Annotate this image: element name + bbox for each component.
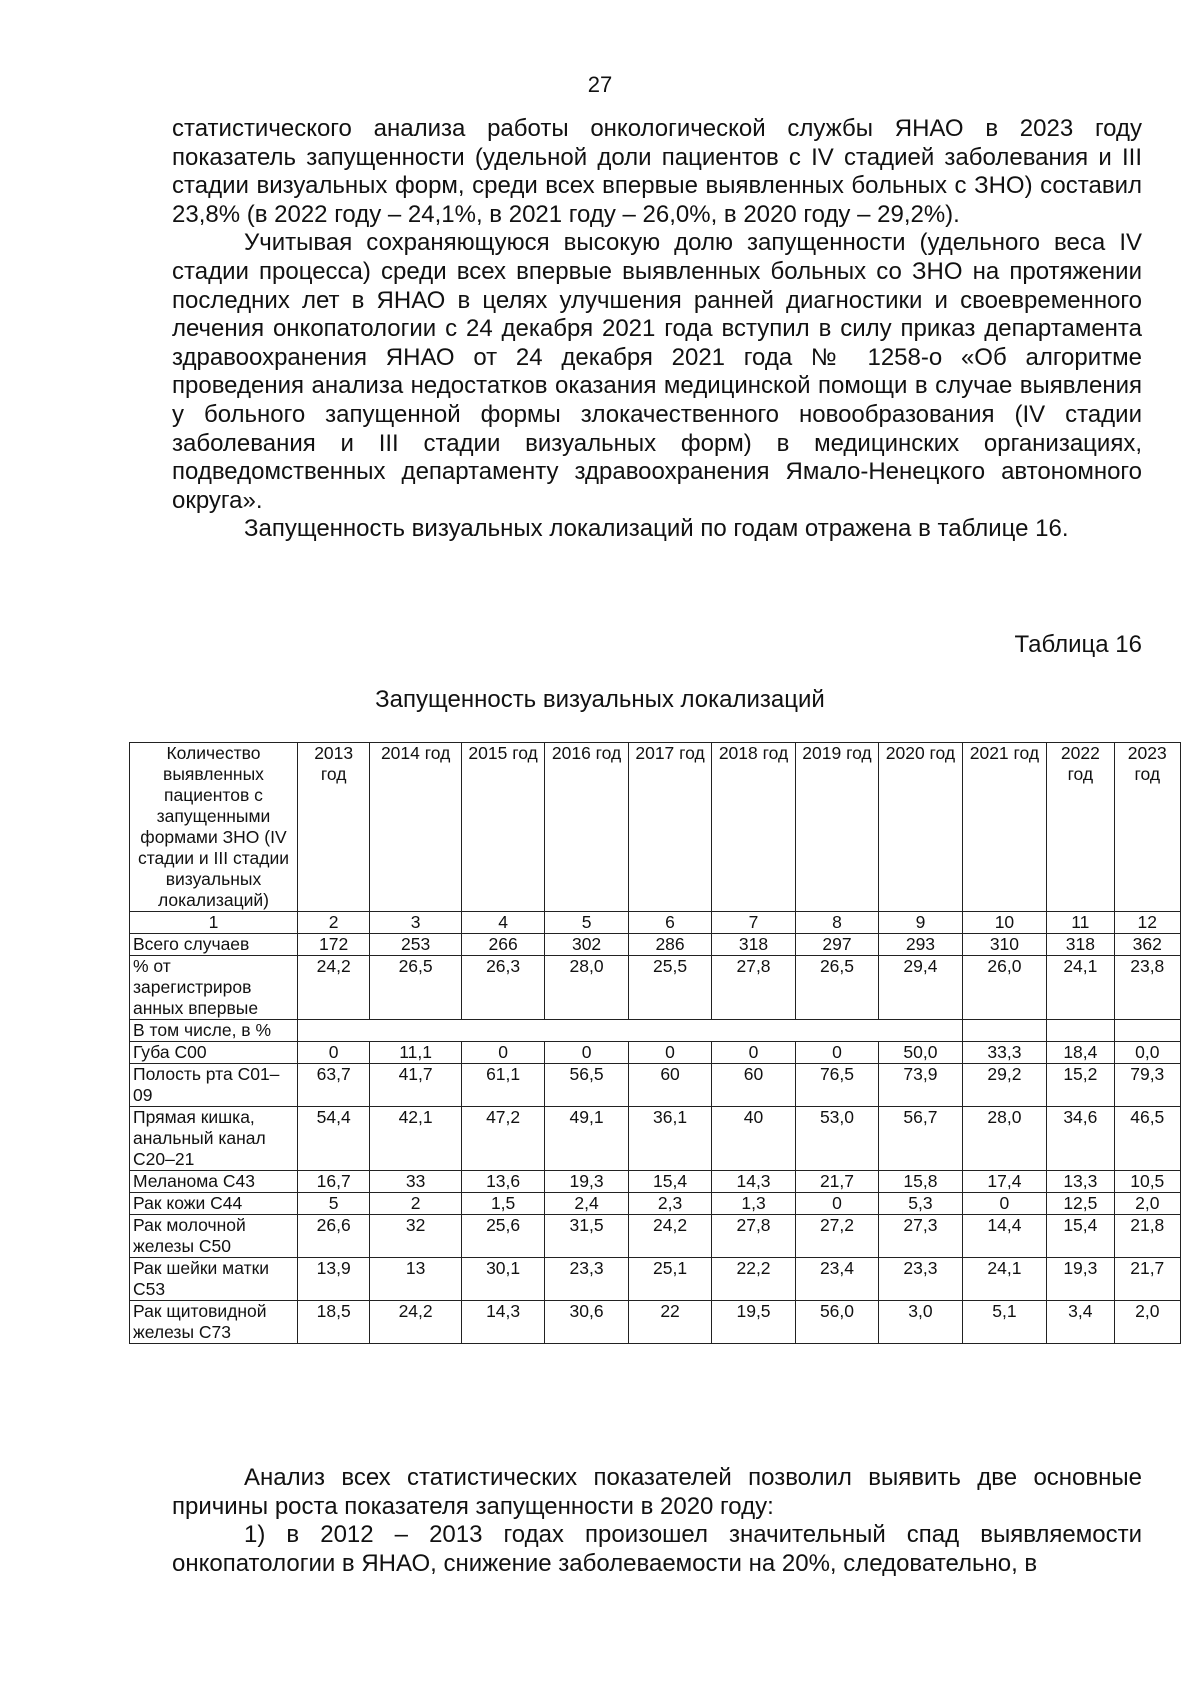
table-cell: 73,9	[879, 1064, 962, 1107]
table-cell: 28,0	[545, 956, 628, 1020]
row-label: Рак кожи С44	[130, 1193, 298, 1215]
table-cell: 61,1	[461, 1064, 544, 1107]
table-cell: 293	[879, 934, 962, 956]
year-header: 2023 год	[1114, 743, 1180, 912]
table-cell: 42,1	[370, 1107, 462, 1171]
table-cell: 25,5	[628, 956, 711, 1020]
launch-stage-table	[129, 742, 1181, 1344]
table-cell: 79,3	[1114, 1064, 1180, 1107]
row-label: Полость рта С01–09	[130, 1064, 298, 1107]
row-label: Меланома С43	[130, 1171, 298, 1193]
table-cell: 0	[297, 1042, 369, 1064]
table-cell: 23,4	[795, 1258, 878, 1301]
table-cell: 60	[712, 1064, 795, 1107]
table-cell: 0	[545, 1042, 628, 1064]
table-cell: 1,5	[461, 1193, 544, 1215]
table-cell: 54,4	[297, 1107, 369, 1171]
table-row	[130, 1042, 1181, 1064]
table-cell: 19,3	[545, 1171, 628, 1193]
paragraph: Учитывая сохраняющуюся высокую долю запущенности (удельного веса IV стадии процесса) среди всех впервые выявленных больных со ЗНО на протяжении последних лет в ЯНАО в целях улучшения ранней диагностики и своевременного лечения онкопатологии с 24 декабря 2021 года вступил в силу приказ департамента здравоохранения ЯНАО от 24 декабря 2021 года № 1258-о «Об алгоритме проведения анализа недостатков оказания медицинской помощи в случае выявления у больного запущенной формы злокачественного новообразования (IV стадии заболевания и III стадии визуальных форм) в медицинских организациях, подведомственных департаменту здравоохранения Ямало-Ненецкого автономного округа».	[172, 229, 1142, 514]
table-cell: 3,0	[879, 1301, 962, 1344]
table-cell: 53,0	[795, 1107, 878, 1171]
table-title: Запущенность визуальных локализаций	[375, 686, 825, 713]
table-cell: 5	[297, 1193, 369, 1215]
table-cell: 15,2	[1047, 1064, 1114, 1107]
table-cell: 22,2	[712, 1258, 795, 1301]
table-cell: 0	[795, 1042, 878, 1064]
table-cell: 0	[628, 1042, 711, 1064]
table-cell: 2,3	[628, 1193, 711, 1215]
table-cell: 50,0	[879, 1042, 962, 1064]
year-header: 2020 год	[879, 743, 962, 912]
table-cell: 46,5	[1114, 1107, 1180, 1171]
table-cell: 19,5	[712, 1301, 795, 1344]
table-cell: 25,6	[461, 1215, 544, 1258]
paragraph: Запущенность визуальных локализаций по годам отражена в таблице 16.	[244, 515, 1069, 543]
table-cell: 266	[461, 934, 544, 956]
table-cell: 18,5	[297, 1301, 369, 1344]
table-cell: 27,3	[879, 1215, 962, 1258]
column-number: 2	[297, 912, 369, 934]
table-row	[130, 956, 1181, 1020]
table-cell: 33	[370, 1171, 462, 1193]
table-cell: 2	[370, 1193, 462, 1215]
year-header: 2014 год	[370, 743, 462, 912]
paragraph: 1) в 2012 – 2013 годах произошел значительный спад выявляемости онкопатологии в ЯНАО, снижение заболеваемости на 20%, следовательно, в	[172, 1521, 1142, 1577]
corner-header: Количество выявленных пациентов с запущенными формами ЗНО (IV стадии и III стадии визуальных локализаций)	[130, 743, 298, 912]
table-cell: 21,7	[1114, 1258, 1180, 1301]
table-cell: 3,4	[1047, 1301, 1114, 1344]
table-cell: 56,0	[795, 1301, 878, 1344]
row-label: % от зарегистриров анных впервые	[130, 956, 298, 1020]
table-cell: 30,6	[545, 1301, 628, 1344]
table-cell: 18,4	[1047, 1042, 1114, 1064]
column-number: 6	[628, 912, 711, 934]
table-row	[130, 1171, 1181, 1193]
row-label: Губа С00	[130, 1042, 298, 1064]
column-number-row	[130, 912, 1181, 934]
row-label: Рак щитовидной железы С73	[130, 1301, 298, 1344]
table-row	[130, 1258, 1181, 1301]
table-cell: 23,8	[1114, 956, 1180, 1020]
table-cell: 28,0	[962, 1107, 1046, 1171]
table-row	[130, 1301, 1181, 1344]
table-cell: 13,6	[461, 1171, 544, 1193]
table-cell: 27,8	[712, 956, 795, 1020]
table-row	[130, 1064, 1181, 1107]
table-cell: 0	[461, 1042, 544, 1064]
column-number: 12	[1114, 912, 1180, 934]
table-cell: 21,7	[795, 1171, 878, 1193]
year-header: 2015 год	[461, 743, 544, 912]
table-cell: 13,3	[1047, 1171, 1114, 1193]
table-cell: 25,1	[628, 1258, 711, 1301]
table-cell: 5,1	[962, 1301, 1046, 1344]
column-number: 7	[712, 912, 795, 934]
table-cell: 13	[370, 1258, 462, 1301]
table-cell: 253	[370, 934, 462, 956]
table-cell: 36,1	[628, 1107, 711, 1171]
year-header: 2016 год	[545, 743, 628, 912]
table-cell: 5,3	[879, 1193, 962, 1215]
outro-text	[172, 1464, 1142, 1578]
table-cell: 24,1	[1047, 956, 1114, 1020]
column-number: 8	[795, 912, 878, 934]
table-cell: 56,5	[545, 1064, 628, 1107]
table-cell: 33,3	[962, 1042, 1046, 1064]
column-number: 1	[130, 912, 298, 934]
table-header-row	[130, 743, 1181, 912]
table-cell: 29,4	[879, 956, 962, 1020]
table-row	[130, 1193, 1181, 1215]
table-cell: 26,0	[962, 956, 1046, 1020]
column-number: 4	[461, 912, 544, 934]
table-cell: 76,5	[795, 1064, 878, 1107]
table-cell: 13,9	[297, 1258, 369, 1301]
table-cell: 286	[628, 934, 711, 956]
table-cell: 0	[962, 1193, 1046, 1215]
table-cell: 297	[795, 934, 878, 956]
table-cell: 15,8	[879, 1171, 962, 1193]
table-cell: 40	[712, 1107, 795, 1171]
table-cell: 26,5	[370, 956, 462, 1020]
table-cell: 310	[962, 934, 1046, 956]
table-cell: 29,2	[962, 1064, 1046, 1107]
table-cell: 22	[628, 1301, 711, 1344]
table-cell: 16,7	[297, 1171, 369, 1193]
table-cell: 12,5	[1047, 1193, 1114, 1215]
table-row	[130, 1215, 1181, 1258]
table-cell: 49,1	[545, 1107, 628, 1171]
intro-text	[172, 115, 1142, 544]
table-cell: 60	[628, 1064, 711, 1107]
column-number: 11	[1047, 912, 1114, 934]
table-cell: 27,2	[795, 1215, 878, 1258]
table-cell: 2,0	[1114, 1193, 1180, 1215]
year-header: 2022 год	[1047, 743, 1114, 912]
subheader-label: В том числе, в %	[130, 1020, 298, 1042]
year-header: 2018 год	[712, 743, 795, 912]
table-cell: 14,4	[962, 1215, 1046, 1258]
subheader-blank	[1047, 1020, 1114, 1042]
table-cell: 2,0	[1114, 1301, 1180, 1344]
page-number: 27	[587, 72, 613, 97]
paragraph: статистического анализа работы онкологической службы ЯНАО в 2023 году показатель запущенности (удельной доли пациентов с IV стадией заболевания и III стадии визуальных форм, среди всех впервые выявленных больных с ЗНО) составил 23,8% (в 2022 году – 24,1%, в 2021 году – 26,0%, в 2020 году – 29,2%).	[172, 115, 1142, 228]
year-header: 2013 год	[297, 743, 369, 912]
table-cell: 19,3	[1047, 1258, 1114, 1301]
table-cell: 26,6	[297, 1215, 369, 1258]
table-cell: 0,0	[1114, 1042, 1180, 1064]
table-row	[130, 934, 1181, 956]
table-cell: 26,5	[795, 956, 878, 1020]
table-cell: 15,4	[628, 1171, 711, 1193]
table-cell: 14,3	[461, 1301, 544, 1344]
table-cell: 10,5	[1114, 1171, 1180, 1193]
table-cell: 31,5	[545, 1215, 628, 1258]
row-label: Рак шейки матки С53	[130, 1258, 298, 1301]
table-cell: 24,2	[370, 1301, 462, 1344]
subheader-blank	[297, 1020, 962, 1042]
row-label: Всего случаев	[130, 934, 298, 956]
subheader-blank	[1114, 1020, 1180, 1042]
table-cell: 302	[545, 934, 628, 956]
table-cell: 0	[712, 1042, 795, 1064]
column-number: 3	[370, 912, 462, 934]
table-label: Таблица 16	[1014, 631, 1142, 658]
table-cell: 0	[795, 1193, 878, 1215]
table-cell: 27,8	[712, 1215, 795, 1258]
table-row	[130, 1107, 1181, 1171]
subheader-blank	[962, 1020, 1046, 1042]
table-cell: 318	[712, 934, 795, 956]
table-cell: 14,3	[712, 1171, 795, 1193]
table-cell: 30,1	[461, 1258, 544, 1301]
row-label: Прямая кишка, анальный канал С20–21	[130, 1107, 298, 1171]
table-cell: 23,3	[879, 1258, 962, 1301]
table-cell: 24,2	[628, 1215, 711, 1258]
subheader-row	[130, 1020, 1181, 1042]
table-cell: 23,3	[545, 1258, 628, 1301]
table-cell: 34,6	[1047, 1107, 1114, 1171]
table-cell: 2,4	[545, 1193, 628, 1215]
table-cell: 56,7	[879, 1107, 962, 1171]
column-number: 5	[545, 912, 628, 934]
table-cell: 11,1	[370, 1042, 462, 1064]
year-header: 2019 год	[795, 743, 878, 912]
table-cell: 24,1	[962, 1258, 1046, 1301]
table-cell: 26,3	[461, 956, 544, 1020]
table-cell: 318	[1047, 934, 1114, 956]
table-cell: 17,4	[962, 1171, 1046, 1193]
table-cell: 41,7	[370, 1064, 462, 1107]
table-cell: 32	[370, 1215, 462, 1258]
year-header: 2017 год	[628, 743, 711, 912]
paragraph: Анализ всех статистических показателей позволил выявить две основные причины роста показателя запущенности в 2020 году:	[172, 1464, 1142, 1520]
table-cell: 15,4	[1047, 1215, 1114, 1258]
table-cell: 172	[297, 934, 369, 956]
table-cell: 24,2	[297, 956, 369, 1020]
table-cell: 1,3	[712, 1193, 795, 1215]
year-header: 2021 год	[962, 743, 1046, 912]
column-number: 9	[879, 912, 962, 934]
table-cell: 21,8	[1114, 1215, 1180, 1258]
column-number: 10	[962, 912, 1046, 934]
table-cell: 63,7	[297, 1064, 369, 1107]
row-label: Рак молочной железы С50	[130, 1215, 298, 1258]
table-cell: 362	[1114, 934, 1180, 956]
table-cell: 47,2	[461, 1107, 544, 1171]
